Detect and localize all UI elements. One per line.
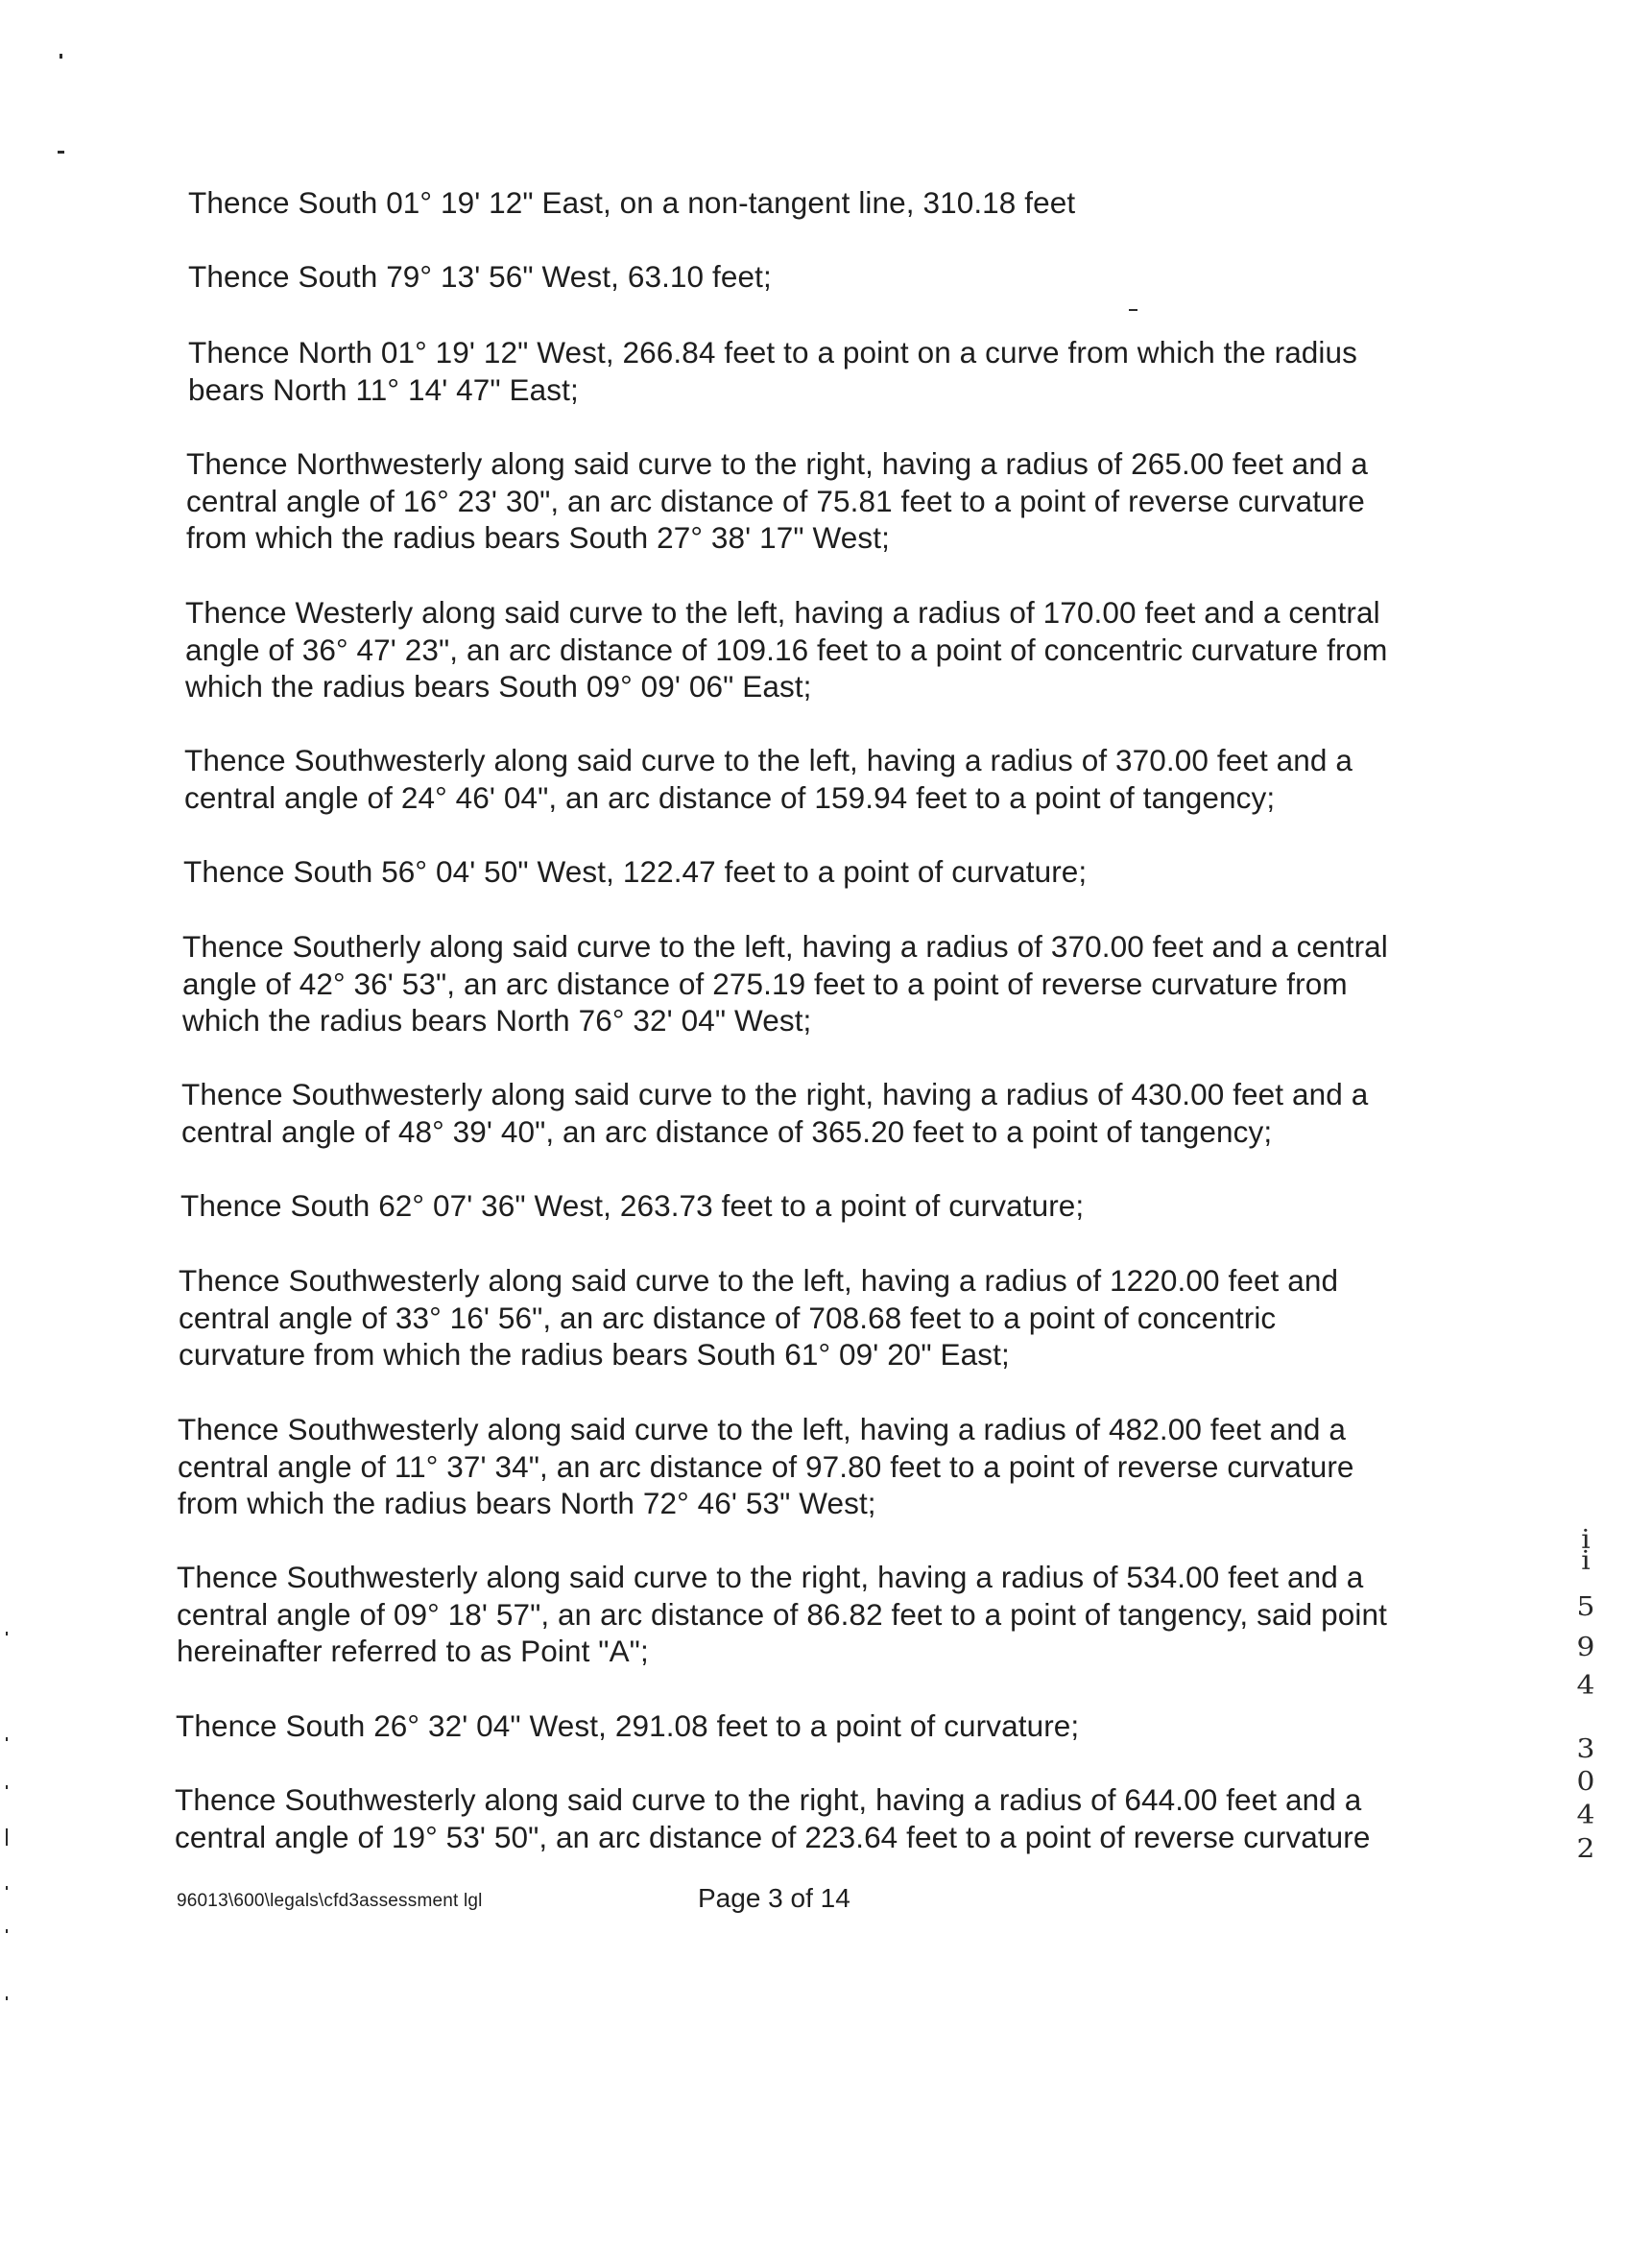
stamp-digit: i [1581, 1546, 1591, 1576]
legal-paragraph: Thence Southerly along said curve to the left, having a radius of 370.00 feet and a central angle of 42° 36' 53", an arc distance of 275.19 feet to a point of reverse curvature from which the radius bears North 76° 32' 04" West; [182, 929, 1388, 1038]
legal-paragraph: Thence Southwesterly along said curve to the left, having a radius of 482.00 feet and a central angle of 11° 37' 34", an arc distance of 97.80 feet to a point of reverse curvature from which the radius bears North 72° 46' 53" West; [178, 1412, 1354, 1520]
scan-speck [1129, 309, 1137, 311]
legal-paragraph: Thence South 56° 04' 50" West, 122.47 feet to a point of curvature; [183, 854, 1088, 889]
scan-speck [6, 1785, 8, 1789]
legal-paragraph: Thence North 01° 19' 12" West, 266.84 feet to a point on a curve from which the radius bears North 11° 14' 47" East; [188, 335, 1357, 407]
stamp-digit: 9 [1576, 1633, 1595, 1662]
scan-speck [60, 54, 62, 59]
legal-paragraph: Thence Southwesterly along said curve to the right, having a radius of 430.00 feet and a central angle of 48° 39' 40", an arc distance of 365.20 feet to a point of tangency; [181, 1077, 1369, 1149]
recording-number-stamp [1568, 1525, 1603, 2268]
footer-file-path: 96013\600\legals\cfd3assessment lgl [177, 1891, 483, 1911]
scan-speck [6, 1828, 8, 1846]
legal-paragraph: Thence Southwesterly along said curve to the right, having a radius of 534.00 feet and a central angle of 09° 18' 57", an arc distance of 86.82 feet to a point of tangency, said point hereinafter referred to as Point "A"; [177, 1560, 1387, 1668]
scan-speck [58, 151, 64, 154]
legal-paragraph: Thence South 01° 19' 12" East, on a non-tangent line, 310.18 feet [188, 185, 1076, 220]
scan-speck [6, 1737, 8, 1741]
scan-speck [6, 1929, 8, 1933]
stamp-digit: 5 [1576, 1592, 1595, 1622]
legal-paragraph: Thence Northwesterly along said curve to the right, having a radius of 265.00 feet and a central angle of 16° 23' 30", an arc distance of 75.81 feet to a point of reverse curvature from which the radius bears South 27° 38' 17" West; [186, 446, 1369, 555]
legal-paragraph: Thence South 62° 07' 36" West, 263.73 feet to a point of curvature; [180, 1188, 1085, 1223]
scan-speck [6, 1632, 8, 1635]
scan-speck [6, 1886, 8, 1890]
footer-page-number: Page 3 of 14 [698, 1883, 850, 1913]
stamp-digit: 3 [1576, 1734, 1595, 1764]
legal-paragraph: Thence South 79° 13' 56" West, 63.10 feet; [188, 259, 772, 294]
stamp-digit: i [1581, 1525, 1591, 1555]
legal-paragraph: Thence Southwesterly along said curve to the left, having a radius of 370.00 feet and a central angle of 24° 46' 04", an arc distance of 159.94 feet to a point of tangency; [184, 743, 1353, 815]
stamp-digit: 2 [1576, 1834, 1595, 1864]
legal-paragraph: Thence South 26° 32' 04" West, 291.08 feet to a point of curvature; [176, 1708, 1080, 1743]
stamp-digit: 0 [1576, 1767, 1595, 1797]
legal-paragraph: Thence Southwesterly along said curve to the right, having a radius of 644.00 feet and a central angle of 19° 53' 50", an arc distance of 223.64 feet to a point of reverse curvature [175, 1782, 1371, 1854]
stamp-digit: 4 [1576, 1671, 1595, 1701]
stamp-digit: 4 [1576, 1801, 1595, 1830]
legal-paragraph: Thence Westerly along said curve to the left, having a radius of 170.00 feet and a central angle of 36° 47' 23", an arc distance of 109.16 feet to a point of concentric curvature from which the radius bears South 09° 09' 06" East; [185, 595, 1388, 704]
legal-paragraph: Thence Southwesterly along said curve to the left, having a radius of 1220.00 feet and central angle of 33° 16' 56", an arc distance of 708.68 feet to a point of concentric curvature from which the radius bears South 61° 09' 20" East; [179, 1263, 1339, 1372]
scan-speck [6, 1996, 8, 2000]
